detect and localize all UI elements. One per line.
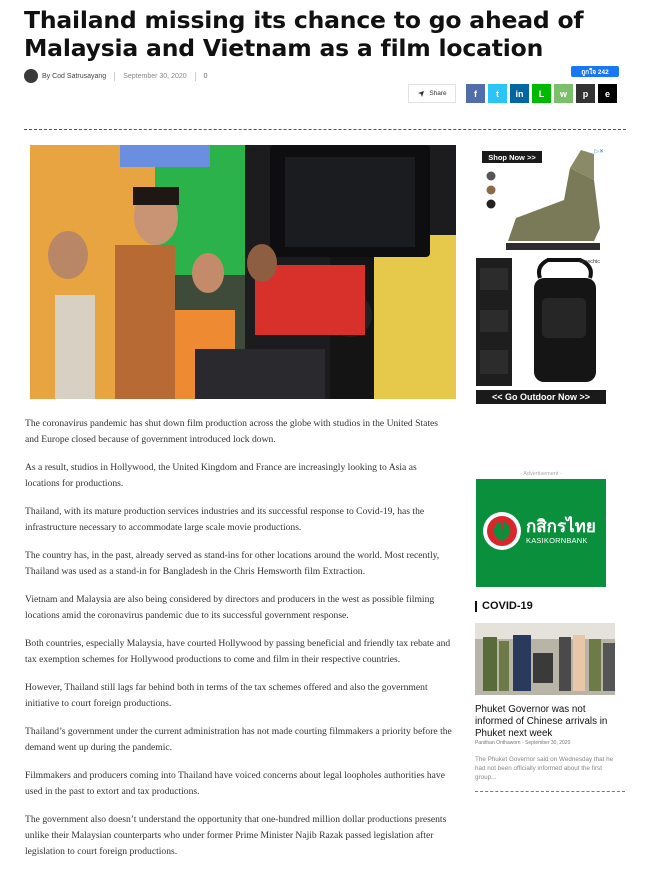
linkedin-icon[interactable]: in: [510, 84, 529, 103]
article-paragraph: Thailand, with its mature production services industries and its successful response to Covid-19, has the infrastructure necessary to accommodate large scale movie productions.: [25, 506, 425, 533]
sidebar-ad-outdoor[interactable]: [476, 146, 606, 406]
kasikornbank-ad[interactable]: [476, 479, 606, 587]
author-avatar[interactable]: [24, 69, 38, 83]
twitter-icon[interactable]: t: [488, 84, 507, 103]
shop-now-label[interactable]: Shop Now >>: [482, 151, 542, 163]
article-paragraph: As a result, studios in Hollywood, the United Kingdom and France are increasingly looking to Asia as locations for productions.: [25, 462, 417, 489]
advertisement-label: - Advertisement -: [520, 471, 562, 477]
product-images: [476, 146, 606, 386]
article-paragraph: However, Thailand still lags far behind both in terms of the tax schemes offered and also the government initiative to court foreign productions.: [25, 682, 428, 709]
covid-news-author[interactable]: Panithan Onthaworn: [475, 740, 521, 746]
meta-divider: [195, 72, 196, 81]
whatsapp-icon[interactable]: w: [554, 84, 573, 103]
line-icon[interactable]: L: [532, 84, 551, 103]
go-outdoor-button[interactable]: << Go Outdoor Now >>: [476, 390, 606, 404]
view-count: 0: [203, 72, 208, 80]
covid-section-heading[interactable]: [475, 600, 533, 612]
article-body: [25, 416, 453, 872]
publish-date: September 30, 2020: [123, 72, 187, 80]
social-buttons: [466, 84, 620, 103]
article-paragraph: Filmmakers and producers coming into Thailand have voiced concerns about legal loopholes authorities have used in the past to extort and tax productions.: [25, 770, 445, 797]
covid-heading-label: COVID-19: [482, 600, 533, 612]
covid-news-excerpt: The Phuket Governor said on Wednesday that he had not been officially informed about the first group...: [475, 756, 614, 781]
covid-news-date: September 30, 2020: [525, 740, 571, 746]
heading-bar: [475, 601, 477, 612]
article-paragraph: The government also doesn’t understand the opportunity that one-hundred million dollar productions presents unlike their Malaysian counterparts who under former Prime Minister Najib Razak passed legislation after legislation to court foreign productions.: [25, 814, 447, 857]
email-icon[interactable]: e: [598, 84, 617, 103]
covid-news-meta: [475, 740, 570, 746]
share-label: Share: [429, 90, 447, 97]
facebook-like-button[interactable]: [571, 66, 619, 77]
adchoices-icon[interactable]: ▷✕: [594, 149, 604, 155]
article-headline: Thailand missing its chance to go ahead of Malaysia and Vietnam as a film location: [24, 6, 584, 62]
share-bar: [408, 84, 620, 103]
article-meta: [24, 68, 208, 84]
print-icon[interactable]: p: [576, 84, 595, 103]
like-label: ถูกใจ 242: [581, 68, 609, 76]
film-crew-photo: [30, 145, 456, 399]
article-paragraph: Both countries, especially Malaysia, have courted Hollywood by passing beneficial and friendly tax rebate and tax exemption schemes for Hollywood productions to come and film in their respective countries.: [25, 638, 451, 665]
airport-photo: [475, 623, 615, 695]
news-divider: [475, 791, 625, 792]
covid-news-image[interactable]: [475, 623, 615, 695]
facebook-icon[interactable]: f: [466, 84, 485, 103]
header-divider: [24, 129, 626, 130]
newchic-logo: Newchic: [579, 259, 600, 265]
kbank-english-name: KASIKORNBANK: [526, 536, 588, 545]
article-hero-image: [30, 145, 456, 399]
article-paragraph: The coronavirus pandemic has shut down film production across the globe with studios in the United States and Europe closed because of government introduced lock down.: [25, 418, 438, 445]
kbank-thai-name: กสิกรไทย: [526, 517, 596, 537]
share-button[interactable]: [408, 84, 456, 103]
author-name[interactable]: By Cod Satrusayang: [42, 72, 107, 80]
share-icon: [417, 90, 425, 98]
meta-divider: [114, 72, 115, 81]
meta-separator: -: [521, 740, 526, 746]
covid-news-headline[interactable]: Phuket Governor was not informed of Chinese arrivals in Phuket next week: [475, 704, 608, 739]
article-paragraph: Thailand’s government under the current administration has not made courting filmmakers a priority before the demand went up during the pandemic.: [25, 726, 452, 753]
kbank-logo-icon: [482, 511, 522, 551]
article-paragraph: The country has, in the past, already served as stand-ins for other locations around the world. Most recently, Thailand was used as a stand-in for Bangladesh in the Chris Hemsworth film Extraction.: [25, 550, 440, 577]
article-paragraph: Vietnam and Malaysia are also being considered by directors and producers in the west as possible filming locations amid the coronavirus pandemic due to its successful government response.: [25, 594, 435, 621]
